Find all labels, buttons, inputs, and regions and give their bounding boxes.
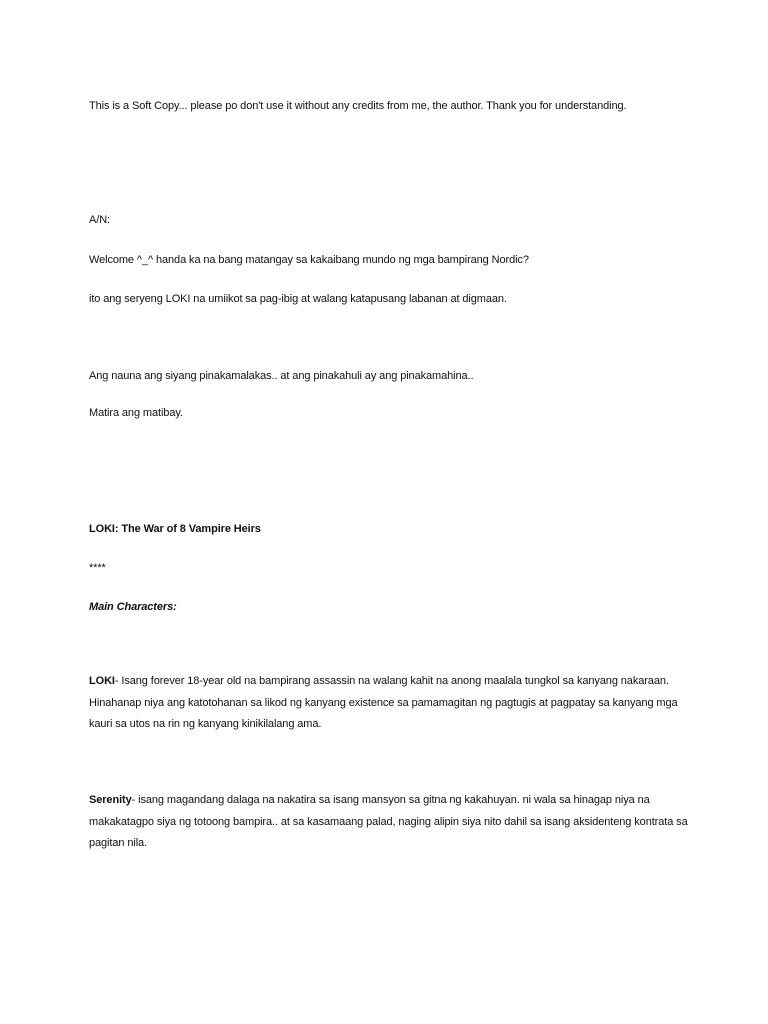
- series-intro-line: ito ang seryeng LOKI na umiikot sa pag-ibig at walang katapusang labanan at digmaan.: [89, 293, 507, 305]
- character-name: Serenity: [89, 794, 132, 806]
- main-characters-heading: Main Characters:: [89, 601, 177, 613]
- character-entry-loki: [89, 671, 689, 736]
- author-note-label: A/N:: [89, 214, 110, 226]
- character-name: LOKI: [89, 675, 115, 687]
- survive-line: Matira ang matibay.: [89, 407, 183, 419]
- character-entry-serenity: [89, 790, 689, 855]
- copyright-notice: This is a Soft Copy... please po don't use it without any credits from me, the author. Thank you for understanding.: [89, 100, 627, 112]
- welcome-line: Welcome ^_^ handa ka na bang matangay sa kakaibang mundo ng mga bampirang Nordic?: [89, 254, 529, 266]
- strength-line: Ang nauna ang siyang pinakamalakas.. at ang pinakahuli ay ang pinakamahina..: [89, 370, 474, 382]
- story-title: LOKI: The War of 8 Vampire Heirs: [89, 523, 261, 535]
- character-description: - isang magandang dalaga na nakatira sa isang mansyon sa gitna ng kakahuyan. ni wala sa hinagap niya na makakatagpo siya ng totoong bampira.. at sa kasamaang palad, naging alipin siya nito dahil sa isang aksidenteng kontrata sa pagitan nila.: [89, 794, 688, 849]
- separator: ****: [89, 562, 106, 574]
- character-description: - Isang forever 18-year old na bampirang assassin na walang kahit na anong maalala tungkol sa kanyang nakaraan. Hinahanap niya ang katotohanan sa likod ng kanyang existence sa pamamagitan ng pagtugis at pagpatay sa kanyang mga kauri sa utos na rin ng kanyang kinikilalang ama.: [89, 675, 678, 730]
